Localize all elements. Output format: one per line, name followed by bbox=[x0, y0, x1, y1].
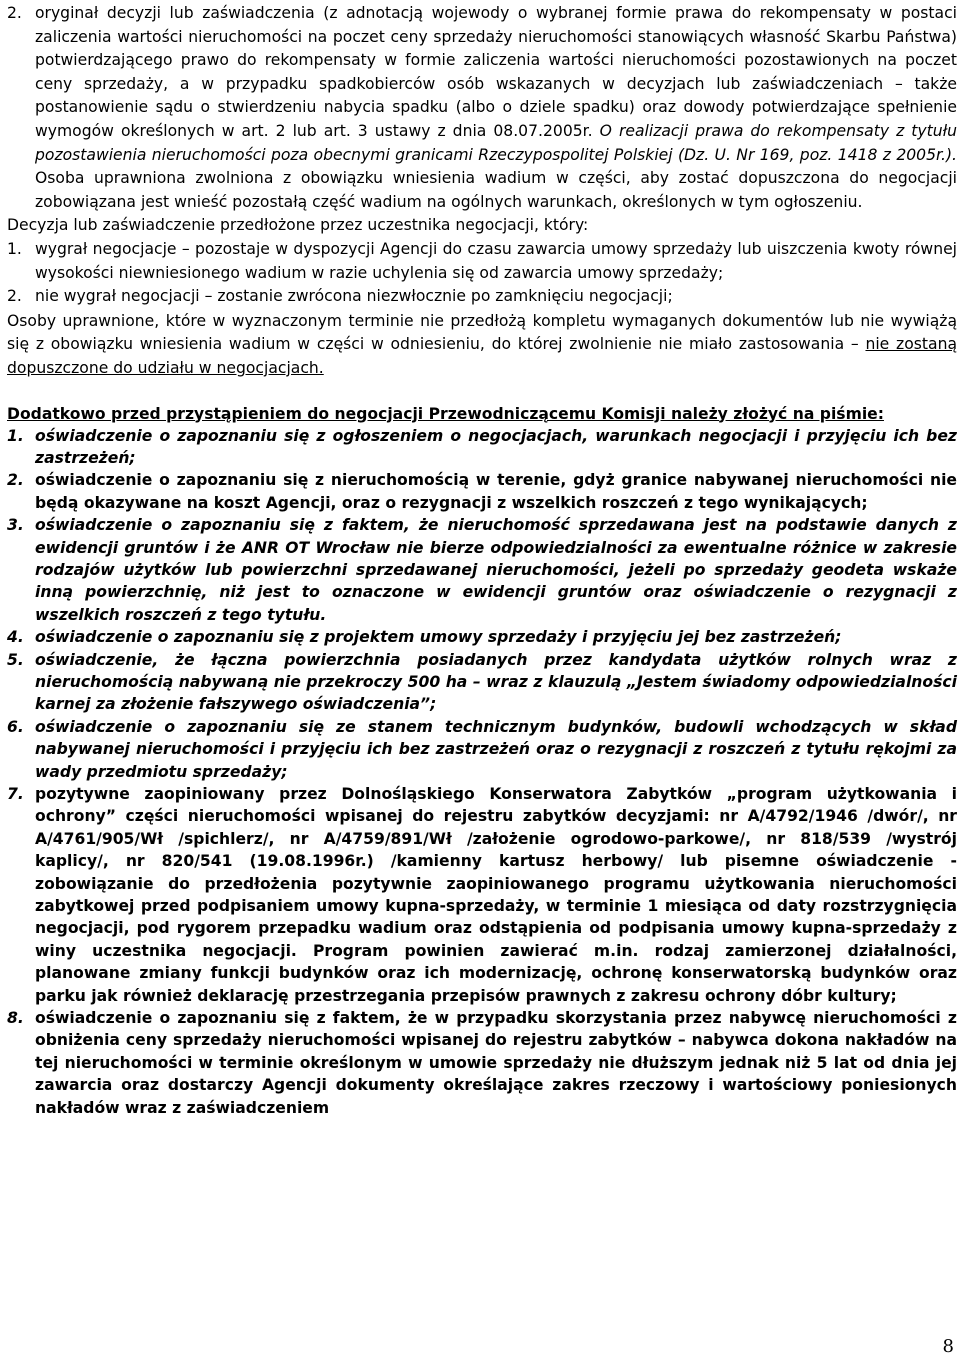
declarations-list bbox=[7, 425, 957, 1120]
not-admitted-text: nie zostaną dopuszczone do udziału w negocjacjach. bbox=[7, 335, 958, 377]
page-number: 8 bbox=[942, 1336, 954, 1357]
sub-item-2-text: nie wygrał negocjacji – zostanie zwrócona niezwłocznie po zamknięciu negocjacji; bbox=[35, 287, 673, 306]
additional-requirements-heading bbox=[7, 403, 957, 425]
heading-text: Dodatkowo przed przystąpieniem do negocjacji Przewodniczącemu Komisji należy złożyć na piśmie: bbox=[7, 404, 884, 423]
list-item-number: 2. bbox=[7, 471, 24, 490]
list-item bbox=[7, 1007, 957, 1119]
sub-item-2-number: 2. bbox=[7, 287, 22, 306]
list-item bbox=[7, 783, 957, 1007]
list-item-text: oświadczenie o zapoznaniu się z faktem, że w przypadku skorzystania przez nabywcę nieruchomości z obniżenia ceny sprzedaży nieruchomości wpisanej do rejestru zabytków – nabywca dokona nakładów na tej nieruchomości w terminie określonym w umowie sprzedaży nie dłuższym jednak niż 5 lat od dnia jej zawarcia oraz dostarczy Agencji dokumenty określające zakres rzeczowy i wartościowy poniesionych nakładów wraz z zaświadczeniem bbox=[35, 1009, 957, 1117]
italic-law-reference: O realizacji prawa do rekompensaty z tytułu pozostawienia nieruchomości poza obecnymi granicami Rzeczypospolitej Polskiej (Dz. U. Nr 169, poz. 1418 z 2005r.). bbox=[35, 121, 958, 164]
list-item-number: 6. bbox=[7, 717, 24, 736]
list-item-text: oświadczenie, że łączna powierzchnia posiadanych przez kandydata użytków rolnych wraz z nieruchomością nabywaną nie przekroczy 500 ha – wraz z klauzulą „Jestem świadomy odpowiedzialności karnej za złożenie fałszywego oświadczenia”; bbox=[35, 650, 957, 714]
sub-item-1-number: 1. bbox=[7, 239, 22, 258]
item-2-text: oryginał decyzji lub zaświadczenia (z adnotacją wojewody o wybranej formie prawa do rekompensaty w postaci zaliczenia wartości nieruchomości na poczet ceny sprzedaży nieruchomości stanowiących własność Skarbu Państwa) potwierdzającego prawo do rekompensaty w formie zaliczenia wartości nieruchomości pozostawionych na poczet ceny sprzedaży, a w przypadku spadkobierców osób wskazanych w decyzjach lub zaświadczeniach – także postanowienie sądu o stwierdzeniu nabycia spadku (albo o dziele spadku) oraz dowody potwierdzające spełnienie wymogów określonych w art. 2 lub art. 3 ustawy z dnia 08.07.2005r. bbox=[35, 4, 957, 140]
list-item bbox=[7, 425, 957, 470]
list-item-number: 5. bbox=[7, 650, 24, 669]
list-item bbox=[7, 514, 957, 626]
decision-line: Decyzja lub zaświadczenie przedłożone przez uczestnika negocjacji, który: bbox=[7, 216, 589, 235]
list-item bbox=[7, 626, 957, 648]
list-item-text: oświadczenie o zapoznaniu się ze stanem technicznym budynków, budowli wchodzących w skład nabywanej nieruchomości i przyjęciu ich bez zastrzeżeń oraz o rezygnacji z roszczeń z tytułu rękojmi za wady przedmiotu sprzedaży; bbox=[35, 717, 957, 781]
list-item-number: 4. bbox=[7, 628, 24, 647]
list-item-number: 8. bbox=[7, 1009, 24, 1028]
list-item-text: oświadczenie o zapoznaniu się z projektem umowy sprzedaży i przyjęciu jej bez zastrzeżeń; bbox=[35, 628, 842, 647]
list-item bbox=[7, 469, 957, 514]
spacer bbox=[7, 381, 957, 403]
list-item bbox=[7, 716, 957, 783]
sub-item-2 bbox=[7, 285, 957, 309]
list-item-text: oświadczenie o zapoznaniu się z nieruchomością w terenie, gdyż granice nabywanej nieruchomości nie będą okazywane na koszt Agencji, oraz o rezygnacji z wszelkich roszczeń z tego wynikających; bbox=[35, 471, 957, 512]
list-item-number: 1. bbox=[7, 426, 24, 445]
document-page bbox=[7, 2, 957, 1119]
list-item-number: 3. bbox=[7, 516, 24, 535]
list-item bbox=[7, 649, 957, 716]
item-2-number: 2. bbox=[7, 4, 22, 22]
exemption-text: Osoba uprawniona zwolniona z obowiązku wniesienia wadium w części, aby zostać dopuszczona do negocjacji zobowiązana jest wnieść pozostałą część wadium na ogólnych warunkach, określonych w tym ogłoszeniu. bbox=[35, 169, 957, 211]
list-item-text: oświadczenie o zapoznaniu się z faktem, że nieruchomość sprzedawana jest na podstawie danych z ewidencji gruntów i że ANR OT Wrocław nie bierze odpowiedzialności za ewentualne różnice w zakresie rodzajów użytków lub powierzchni sprzedawanej nieruchomości, jeżeli po sprzedaży geodeta wskaże inną powierzchnię, niż jest to oznaczone w ewidencji gruntów oraz oświadczenie o rezygnacji z wszelkich roszczeń z tego tytułu. bbox=[35, 516, 957, 624]
list-item-number: 7. bbox=[7, 785, 24, 803]
item-2-block bbox=[7, 2, 957, 381]
sub-item-1 bbox=[7, 238, 957, 285]
eligible-persons-paragraph bbox=[7, 310, 957, 381]
item-2-paragraph bbox=[7, 2, 957, 214]
sub-item-1-text: wygrał negocjacje – pozostaje w dyspozycji Agencji do czasu zawarcia umowy sprzedaży lub uiszczenia kwoty równej wysokości niewniesionego wadium w razie uchylenia się od zawarcia umowy sprzedaży; bbox=[35, 239, 957, 282]
list-item-text: pozytywne zaopiniowany przez Dolnośląskiego Konserwatora Zabytków „program użytkowania i ochrony” części nieruchomości wpisanej do rejestru zabytków decyzjami: nr A/4792/1946 /dwór/, nr A/4761/905/Wł /spichlerz/, nr A/4759/891/Wł /założenie ogrodowo-parkowe/, nr 818/539 /wystrój kaplicy/, nr 820/541 (19.08.1996r.) /kamienny kartusz herbowy/ lub pisemne oświadczenie - zobowiązanie do przedłożenia pozytywnie zaopiniowanego programu użytkowania nieruchomości zabytkowej przed podpisaniem umowy kupna-sprzedaży, w terminie 1 miesiąca od daty rozstrzygnięcia negocjacji, pod rygorem przepadku wadium oraz odstąpienia od podpisania umowy kupna-sprzedaży z winy uczestnika negocjacji. Program powinien zawierać m.in. rodzaj zamierzonej działalności, planowane zmiany funkcji budynków oraz ich modernizację, ochronę konserwatorską budynków oraz parku jak również deklarację przestrzegania przepisów prawnych z zakresu ochrony dóbr kultury; bbox=[35, 785, 957, 1005]
list-item-text: oświadczenie o zapoznaniu się z ogłoszeniem o negocjacjach, warunkach negocjacji i przyjęciu ich bez zastrzeżeń; bbox=[35, 426, 957, 467]
eligible-persons-text: Osoby uprawnione, które w wyznaczonym terminie nie przedłożą kompletu wymaganych dokumentów lub nie wywiążą się z obowiązku wniesienia wadium w części w odniesieniu, do której zwolnienie nie miało zastosowania – bbox=[7, 311, 957, 354]
